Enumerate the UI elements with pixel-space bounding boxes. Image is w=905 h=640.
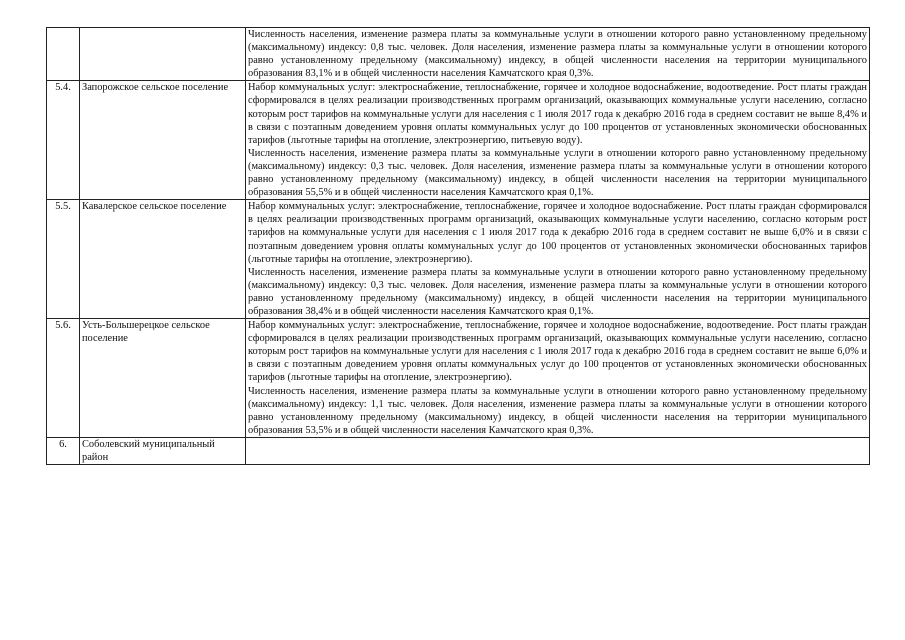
- row-number: [47, 28, 80, 81]
- paragraph: Численность населения, изменение размера платы за коммунальные услуги в отношении которого равно установленному предельному (максимальному) индексу: 0,3 тыс. человек. Доля населения, изменение размера платы за коммунальные услуги в отношении которого равно установленному предельному (максимальному) индексу, в общей численности населения на территории муниципального образования 38,4% и в общей численности населения Камчатского края 0,1%.: [248, 266, 867, 317]
- row-description: [246, 200, 870, 319]
- row-description: [246, 319, 870, 438]
- row-number: 5.6.: [47, 319, 80, 438]
- table-row: [47, 200, 870, 319]
- settlement-name: Усть-Большерецкое сельское поселение: [80, 319, 246, 438]
- row-description: [246, 81, 870, 200]
- row-description: [246, 437, 870, 464]
- district-name: Соболевский муниципальный район: [80, 437, 246, 464]
- paragraph: Численность населения, изменение размера платы за коммунальные услуги в отношении которого равно установленному предельному (максимальному) индексу: 1,1 тыс. человек. Доля населения, изменение размера платы за коммунальные услуги в отношении которого равно установленному предельному (максимальному) индексу, в общей численности населения на территории муниципального образования 53,5% и в общей численности населения Камчатского края 0,3%.: [248, 385, 867, 436]
- row-number: 5.5.: [47, 200, 80, 319]
- tariff-table: [46, 27, 870, 465]
- row-description: [246, 28, 870, 81]
- settlement-name: Кавалерское сельское поселение: [80, 200, 246, 319]
- table-row: [47, 81, 870, 200]
- table-row: [47, 319, 870, 438]
- paragraph: Набор коммунальных услуг: электроснабжение, теплоснабжение, горячее и холодное водоснабжение. Рост платы граждан сформировался в целях реализации производственных программ организаций, оказывающих коммунальные услуги населению, согласно которым рост тарифов на коммунальные услуги для населения с 1 июля 2017 года к декабрю 2016 года в среднем составит не выше 6,0% и в связи с поэтапным доведением уровня оплаты коммунальных услуг до 100 процентов от установленных экономически обоснованных тарифов (льготные тарифы на отопление, электроэнергию).: [248, 201, 867, 265]
- paragraph: Численность населения, изменение размера платы за коммунальные услуги в отношении которого равно установленному предельному (максимальному) индексу: 0,8 тыс. человек. Доля населения, изменение размера платы за коммунальные услуги в отношении которого равно установленному предельному (максимальному) индексу, в общей численности населения на территории муниципального образования 83,1% и в общей численности населения Камчатского края 0,3%.: [248, 29, 867, 80]
- paragraph: Численность населения, изменение размера платы за коммунальные услуги в отношении которого равно установленному предельному (максимальному) индексу: 0,3 тыс. человек. Доля населения, изменение размера платы за коммунальные услуги в отношении которого равно установленному предельному (максимальному) индексу, в общей численности населения на территории муниципального образования 55,5% и в общей численности населения Камчатского края 0,1%.: [248, 147, 867, 199]
- row-number: 6.: [47, 437, 80, 464]
- row-number: 5.4.: [47, 81, 80, 200]
- table-row: [47, 437, 870, 464]
- table-row: [47, 28, 870, 81]
- settlement-name: Запорожское сельское поселение: [80, 81, 246, 200]
- paragraph: Набор коммунальных услуг: электроснабжение, теплоснабжение, горячее и холодное водоснабжение, водоотведение. Рост платы граждан сформировался в целях реализации производственных программ организаций, оказывающих коммунальные услуги населению, согласно которым рост тарифов на коммунальные услуги для населения с 1 июля 2017 года к декабрю 2016 года в среднем составит не выше 8,4% и в связи с поэтапным доведением уровня оплаты коммунальных услуг до 100 процентов от установленных экономически обоснованных тарифов (льготные тарифы на отопление, электроэнергию, питьевую воду).: [248, 82, 867, 146]
- paragraph: Набор коммунальных услуг: электроснабжение, теплоснабжение, горячее и холодное водоснабжение, водоотведение. Рост платы граждан сформировался в целях реализации производственных программ организаций, оказывающих коммунальные услуги населению, согласно которым рост тарифов на коммунальные услуги для населения с 1 июля 2017 года к декабрю 2016 года в среднем составит не выше 6,0% и в связи с поэтапным доведением уровня оплаты коммунальных услуг до 100 процентов от установленных экономически обоснованных тарифов (льготные тарифы на отопление, электроэнергию).: [248, 320, 867, 384]
- settlement-name: [80, 28, 246, 81]
